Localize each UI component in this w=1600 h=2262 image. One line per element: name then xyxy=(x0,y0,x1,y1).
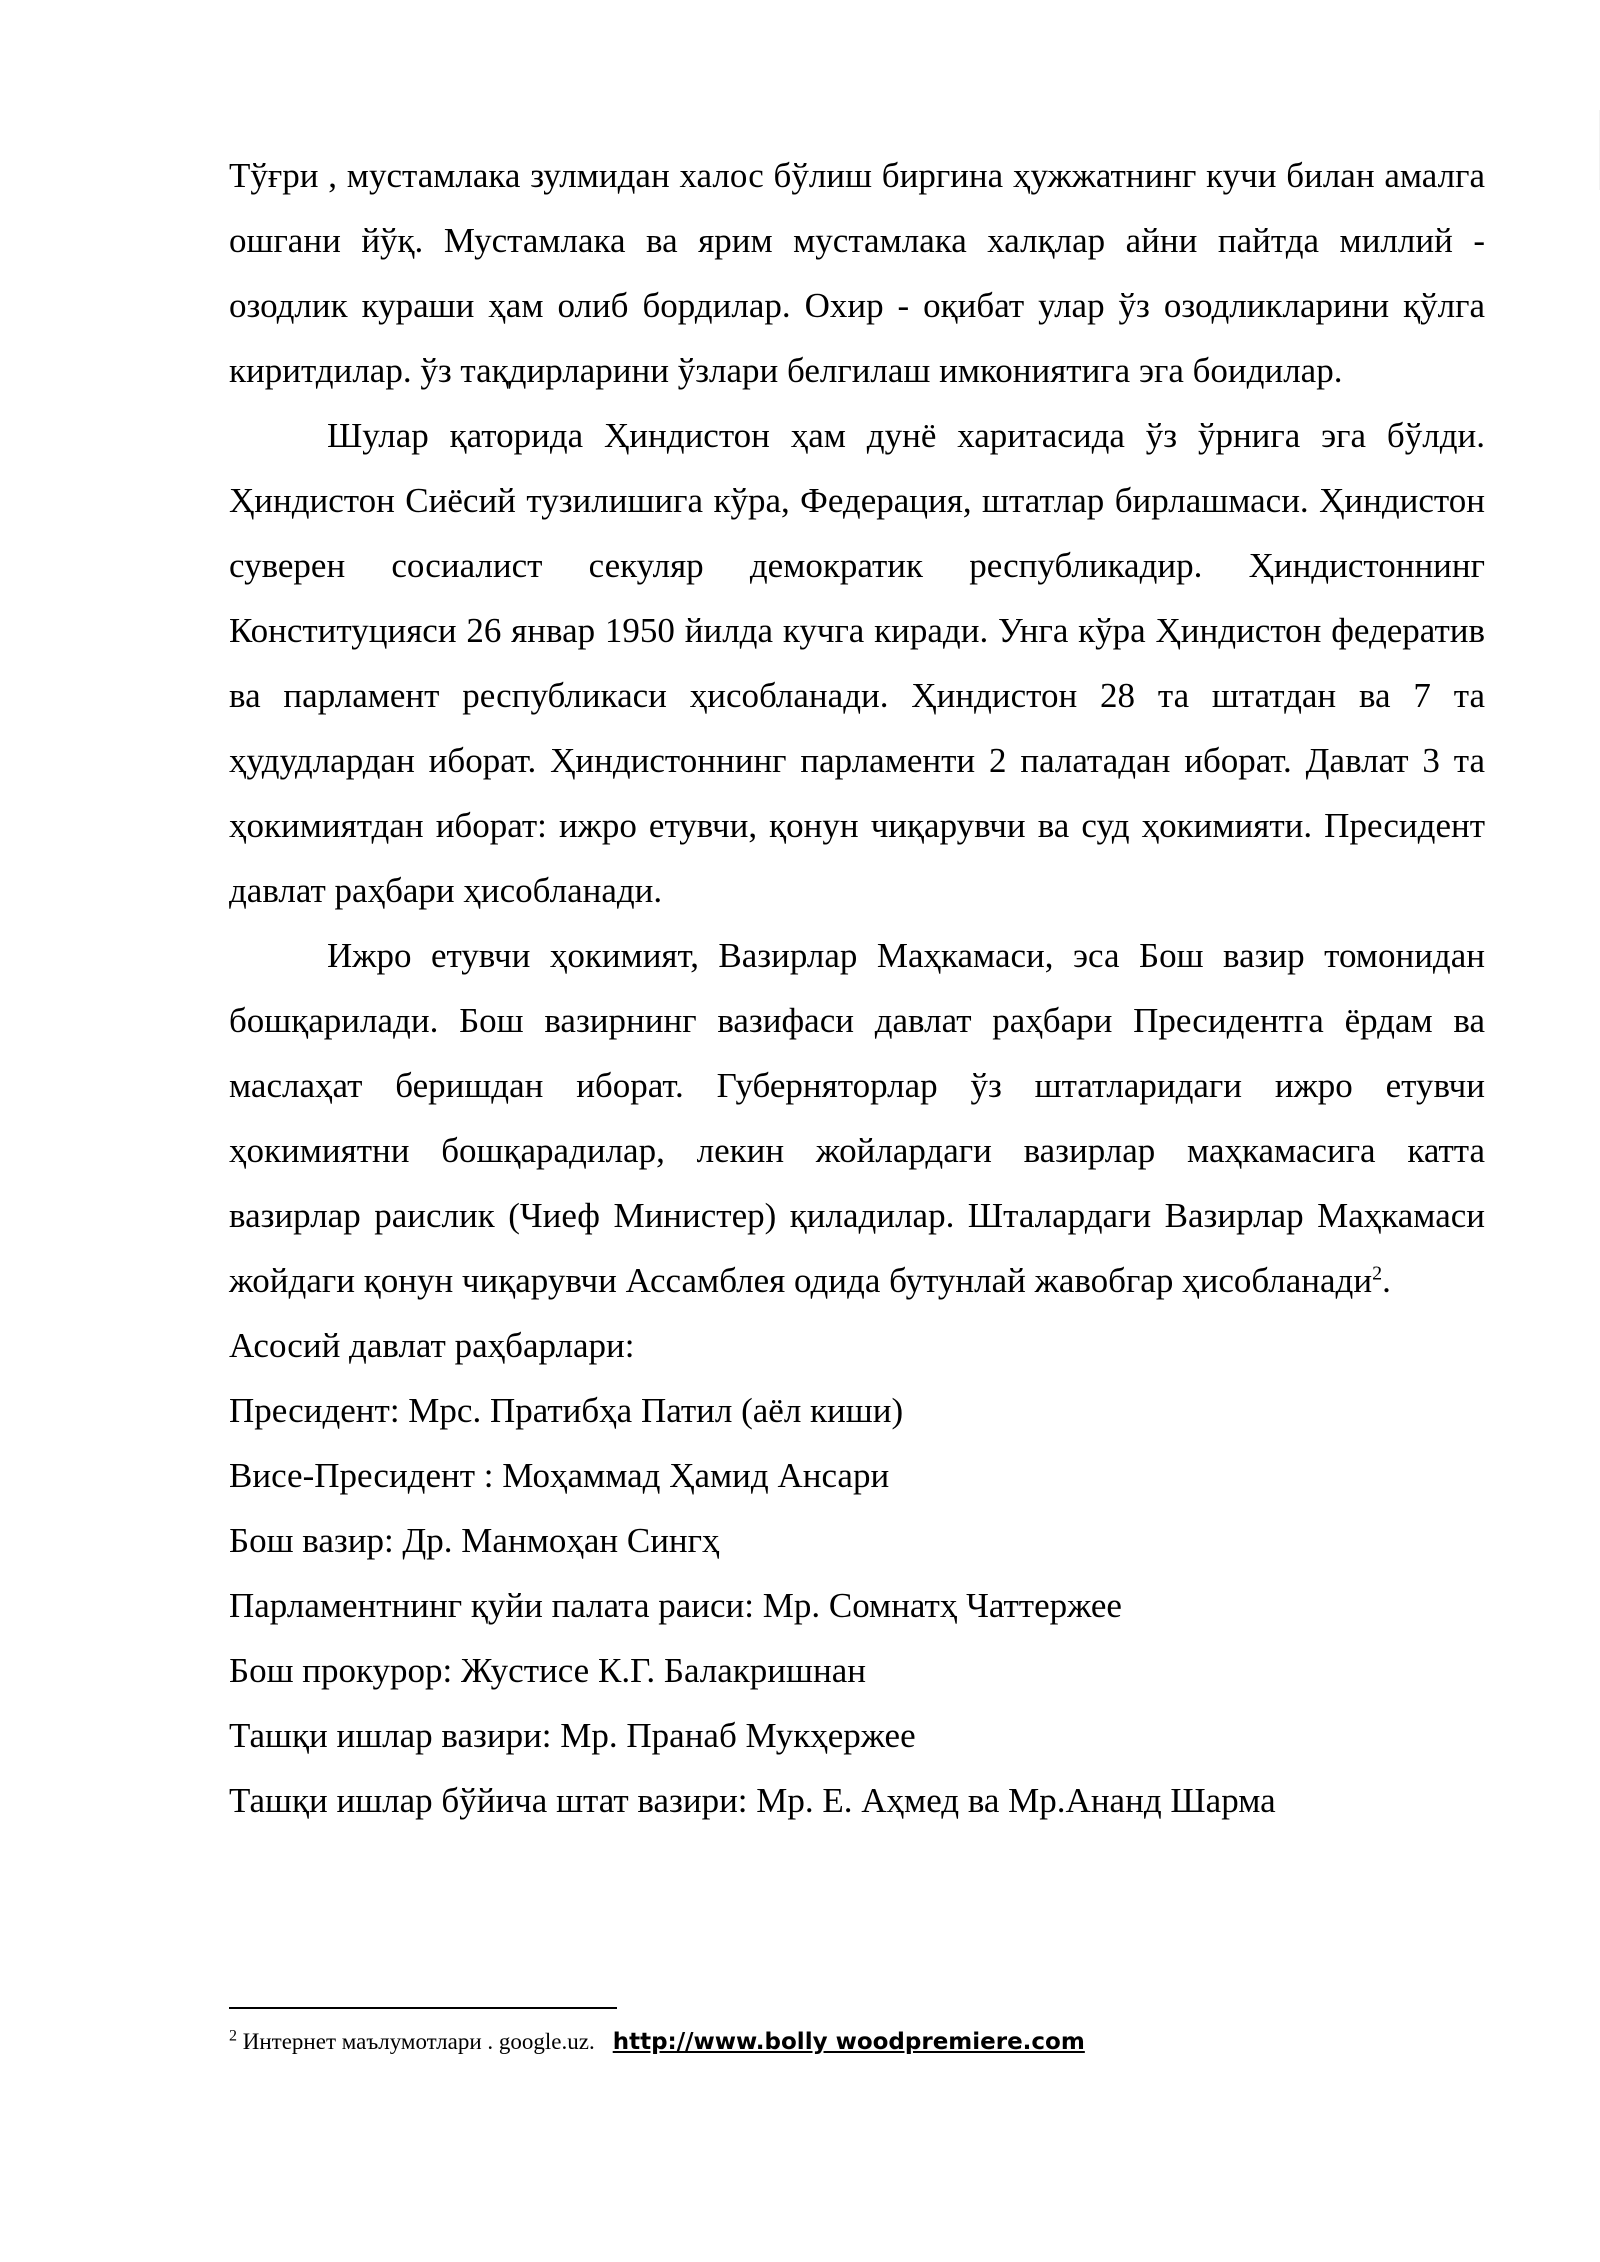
leader-line-state-minister: Ташқи ишлар бўйича штат вазири: Мр. Е. Аҳмед ва Мр.Ананд Шарма xyxy=(229,1781,1276,1820)
footnote-reference[interactable]: 2 xyxy=(1372,1262,1383,1285)
footnote-separator xyxy=(229,2007,617,2009)
paragraph-executive-power xyxy=(229,923,1485,1313)
footnote-link[interactable]: http://www.bolly woodpremiere.com xyxy=(612,2029,1085,2055)
leaders-heading: Асосий давлат раҳбарлари: xyxy=(229,1326,635,1365)
paragraph-executive-text: Ижро етувчи ҳокимият, Вазирлар Маҳкамаси, эса Бош вазир томонидан бошқарилади. Бош вазирнинг вазифаси давлат раҳбари Пресидентга ёрдам ва маслаҳат беришдан иборат. Губерняторлар ўз штатларидаги ижро етувчи ҳокимиятни бошқарадилар, лекин жойлардаги вазирлар маҳкамасига катта вазирлар раислик (Чиеф Министер) қиладилар. Шталардаги Вазирлар Маҳкамаси жойдаги қонун чиқарувчи Ассамблея одида бутунлай жавобгар ҳисобланади xyxy=(229,936,1485,1300)
leader-line-president: Пресидент: Мрс. Пратибҳа Патил (аёл киши) xyxy=(229,1391,904,1430)
document-body xyxy=(229,143,1485,1833)
leader-line-speaker: Парламентнинг қуйи палата раиси: Мр. Сомнатҳ Чаттержее xyxy=(229,1586,1122,1625)
paragraph-end-period: . xyxy=(1382,1261,1391,1300)
footnote xyxy=(229,2024,1085,2060)
paragraph-decolonization: Тўғри , мустамлака зулмидан халос бўлиш биргина ҳужжатнинг кучи билан амалга ошгани йўқ. Мустамлака ва ярим мустамлака халқлар айни пайтда миллий - озодлик кураши ҳам олиб бордилар. Охир - оқибат улар ўз озодликларини қўлга киритдилар. ўз тақдирларини ўзлари белгилаш имкониятига эга боидилар. xyxy=(229,156,1485,390)
leader-line-foreign-minister: Ташқи ишлар вазири: Мр. Пранаб Мукҳержее xyxy=(229,1716,916,1755)
leader-line-vice-president: Висе-Пресидент : Моҳаммад Ҳамид Ансари xyxy=(229,1456,890,1495)
footnote-number: 2 xyxy=(229,2027,237,2045)
paragraph-india-structure: Шулар қаторида Ҳиндистон ҳам дунё харитасида ўз ўрнига эга бўлди. Ҳиндистон Сиёсий тузилишига кўра, Федерация, штатлар бирлашмаси. Ҳиндистон суверен сосиалист секуляр демократик республикадир. Ҳиндистоннинг Конституцияси 26 январ 1950 йилда кучга киради. Унга кўра Ҳиндистон федератив ва парламент республикаси ҳисобланади. Ҳиндистон 28 та штатдан ва 7 та ҳудудлардан иборат. Ҳиндистоннинг парламенти 2 палатадан иборат. Давлат 3 та ҳокимиятдан иборат: ижро етувчи, қонун чиқарувчи ва суд ҳокимияти. Пресидент давлат раҳбари ҳисобланади. xyxy=(229,416,1485,910)
leader-line-attorney: Бош прокурор: Жустисе К.Г. Балакришнан xyxy=(229,1651,866,1690)
leader-line-prime-minister: Бош вазир: Др. Манмоҳан Сингҳ xyxy=(229,1521,720,1560)
footnote-text: Интернет маълумотлари . google.uz. xyxy=(237,2029,595,2054)
